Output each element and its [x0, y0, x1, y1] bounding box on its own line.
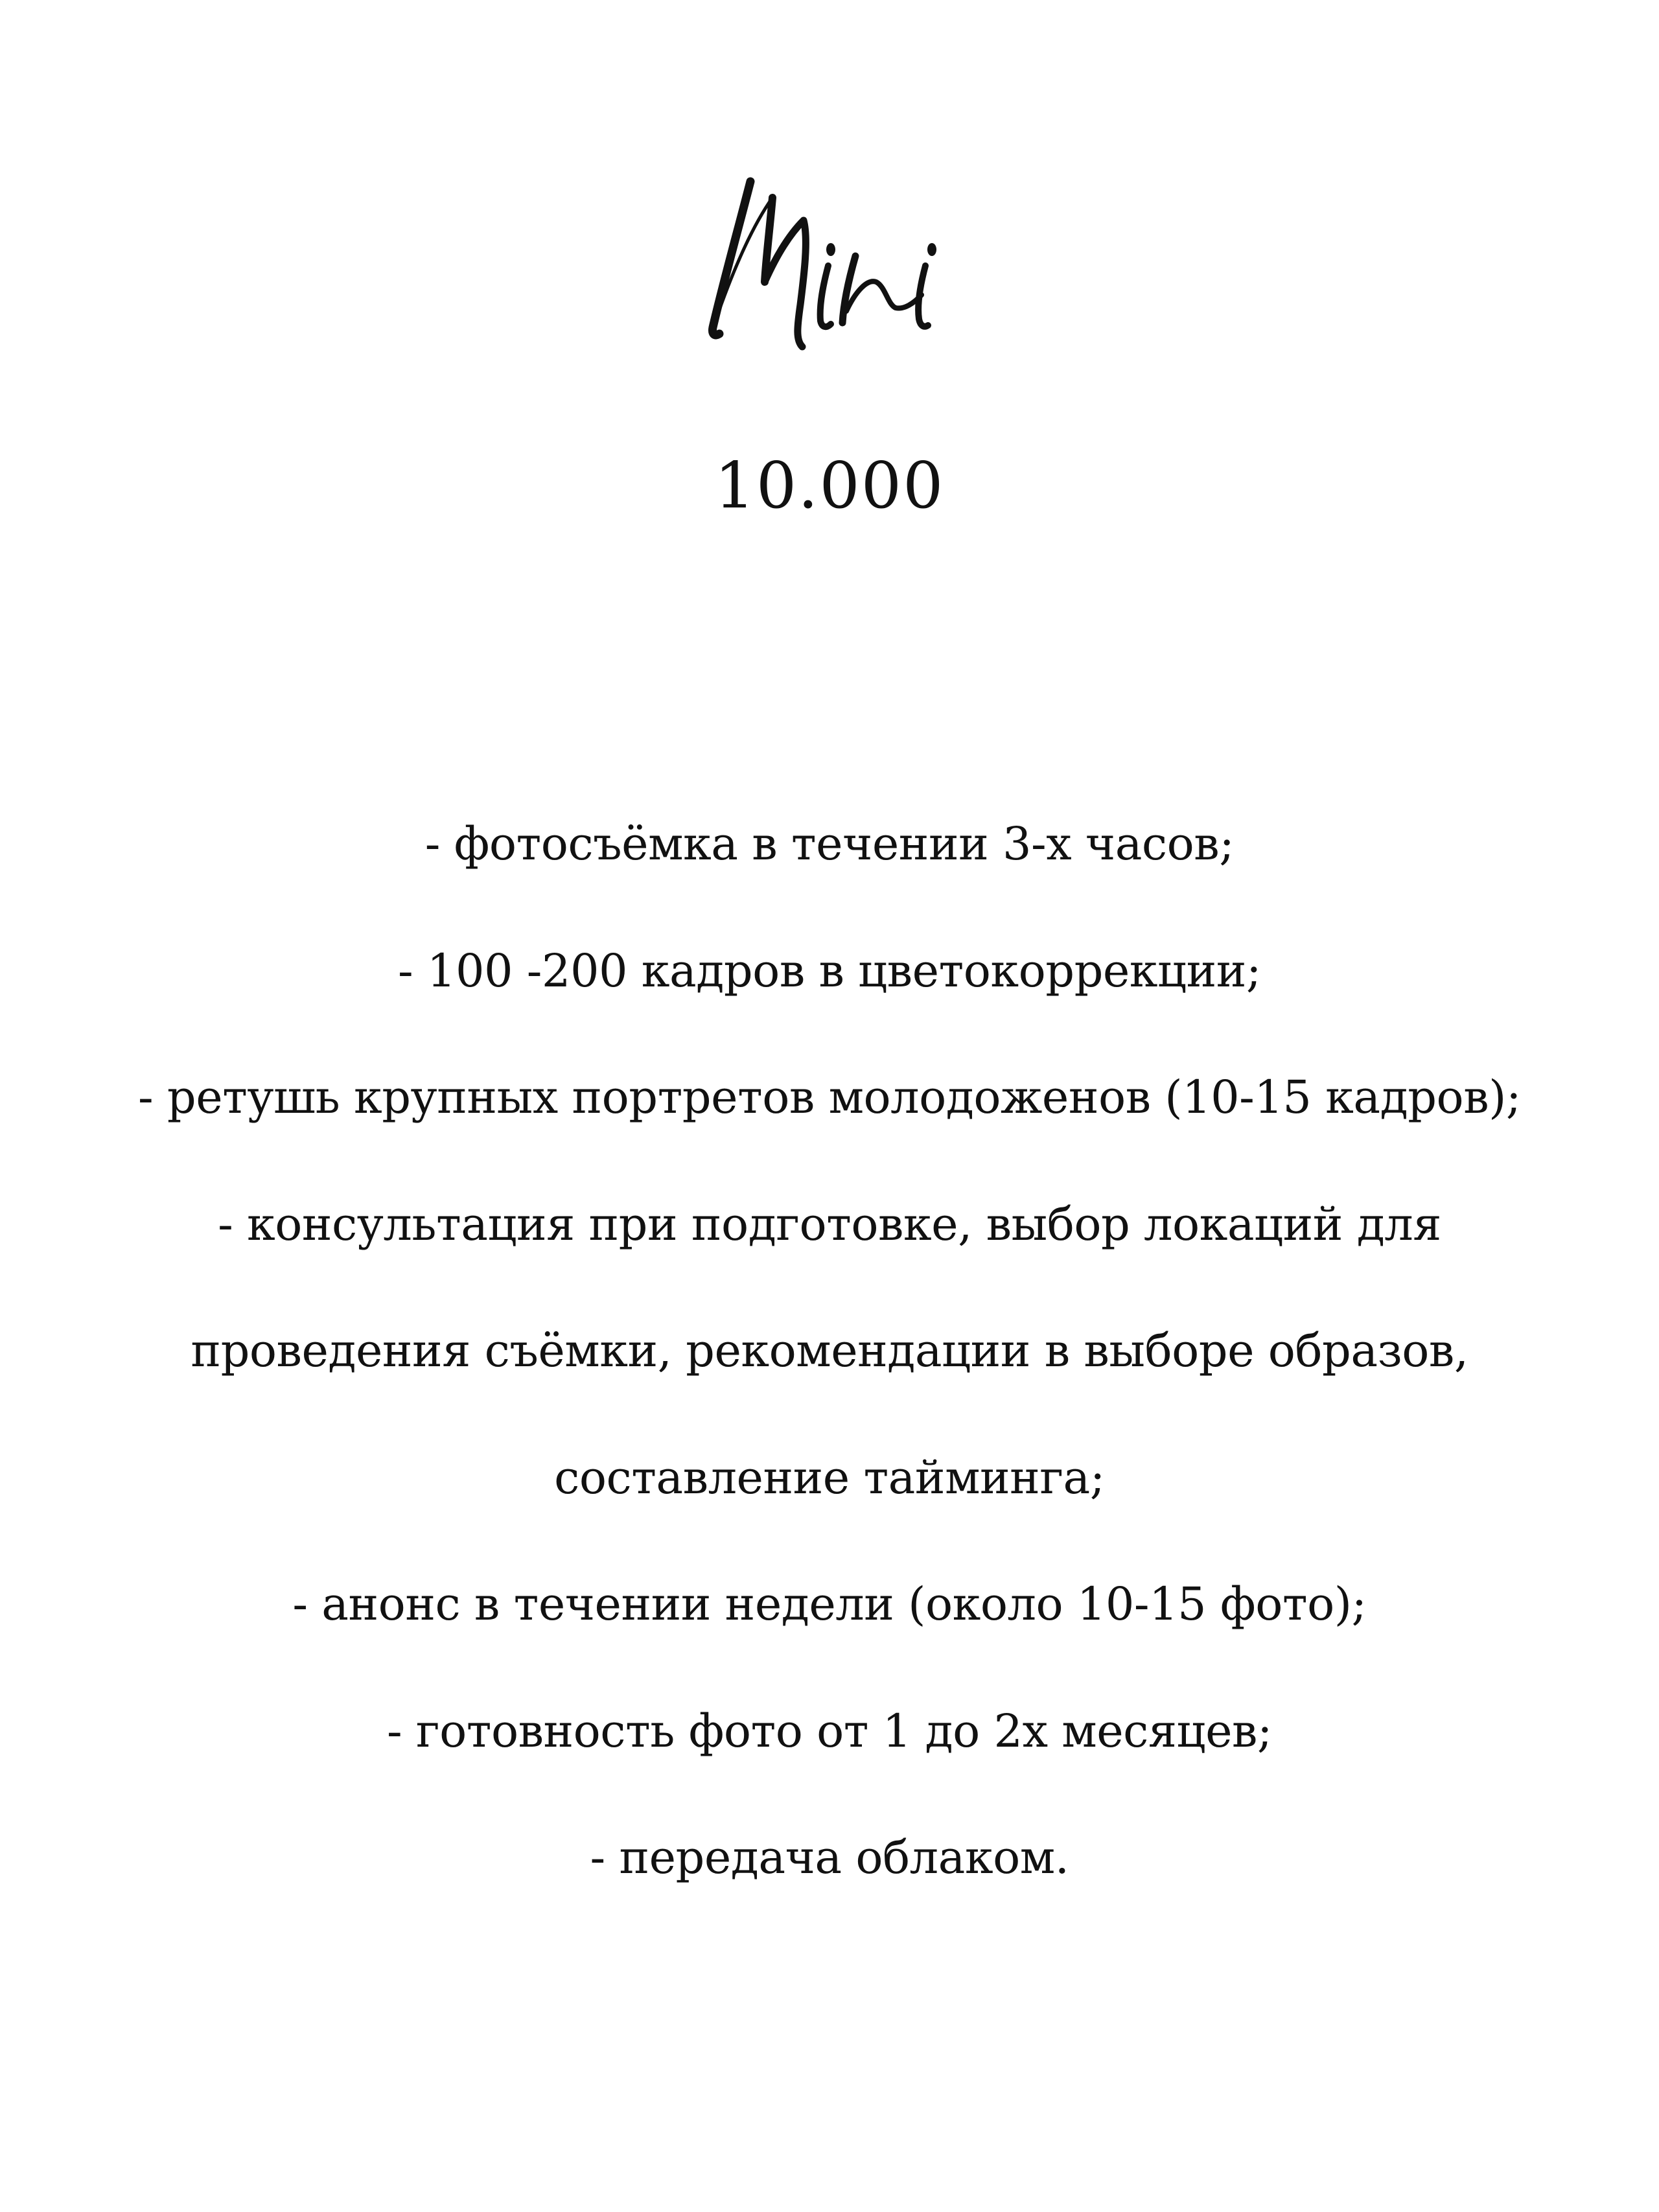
feature-item: проведения съёмки, рекомендации в выборе образов,: [191, 1324, 1468, 1377]
package-title: [0, 175, 1659, 369]
feature-item: - ретушь крупных портретов молодоженов (10-15 кадров);: [137, 1071, 1521, 1124]
feature-item: - готовность фото от 1 до 2х месяцев;: [387, 1704, 1272, 1758]
feature-item: - анонс в течении недели (около 10-15 фото);: [292, 1578, 1367, 1631]
feature-item: составление тайминга;: [554, 1450, 1105, 1504]
features-list: [0, 781, 1659, 1922]
feature-item: - 100 -200 кадров в цветокоррекции;: [398, 944, 1261, 997]
mini-script-lettering: [693, 175, 966, 369]
feature-item: - фотосъёмка в течении 3-х часов;: [424, 817, 1235, 870]
feature-item: - консультация при подготовке, выбор локаций для: [218, 1197, 1441, 1251]
package-price: 10.000: [714, 449, 945, 523]
feature-item: - передача облаком.: [590, 1831, 1069, 1884]
